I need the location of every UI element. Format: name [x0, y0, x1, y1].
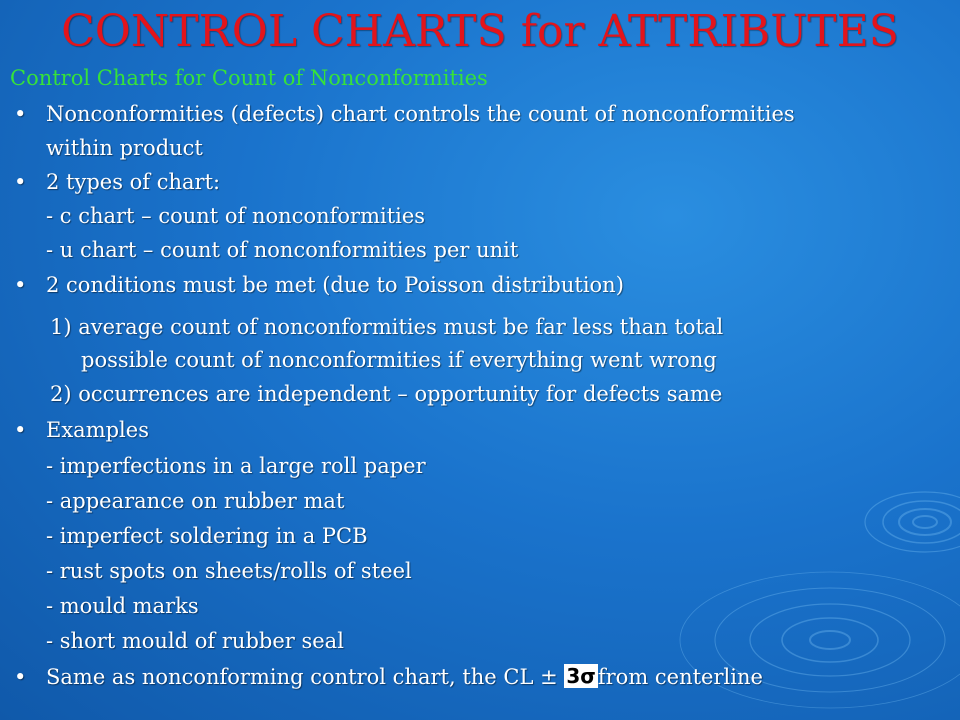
bullet-glyph: • [14, 273, 27, 297]
bullet-glyph: • [14, 665, 27, 689]
bullet-text: 2 conditions must be met (due to Poisson distribution) [46, 273, 624, 297]
bullet-text-after: from centerline [597, 665, 763, 689]
continuation-text: possible count of nonconformities if everything went wrong [81, 348, 717, 372]
sub-item-text: - imperfect soldering in a PCB [46, 524, 368, 548]
sub-item-text: - short mould of rubber seal [46, 629, 344, 653]
bullet-text: Examples [46, 418, 149, 442]
bullet-text: 2 types of chart: [46, 170, 221, 194]
sub-item-text: 2) occurrences are independent – opportunity for defects same [50, 382, 723, 406]
sub-item-text: 1) average count of nonconformities must be far less than total [50, 315, 724, 339]
sub-item-text: - appearance on rubber mat [46, 489, 345, 513]
sub-item-text: - mould marks [46, 594, 199, 618]
three-sigma-symbol: 3σ [566, 664, 596, 688]
continuation-text: within product [46, 136, 203, 160]
slide-subtitle: Control Charts for Count of Nonconformities [10, 66, 488, 90]
bullet-text: Nonconformities (defects) chart controls the count of nonconformities [46, 102, 795, 126]
sub-item-text: - u chart – count of nonconformities per unit [46, 238, 519, 262]
bullet-glyph: • [14, 418, 27, 442]
bullet-text [46, 660, 763, 694]
bullet-glyph: • [14, 102, 27, 126]
slide-title: CONTROL CHARTS for ATTRIBUTES [61, 6, 899, 57]
bullet-glyph: • [14, 170, 27, 194]
bullet-text-before: Same as nonconforming control chart, the CL ± [46, 665, 565, 689]
sub-item-text: - imperfections in a large roll paper [46, 454, 426, 478]
sub-item-text: - c chart – count of nonconformities [46, 204, 426, 228]
sub-item-text: - rust spots on sheets/rolls of steel [46, 559, 412, 583]
